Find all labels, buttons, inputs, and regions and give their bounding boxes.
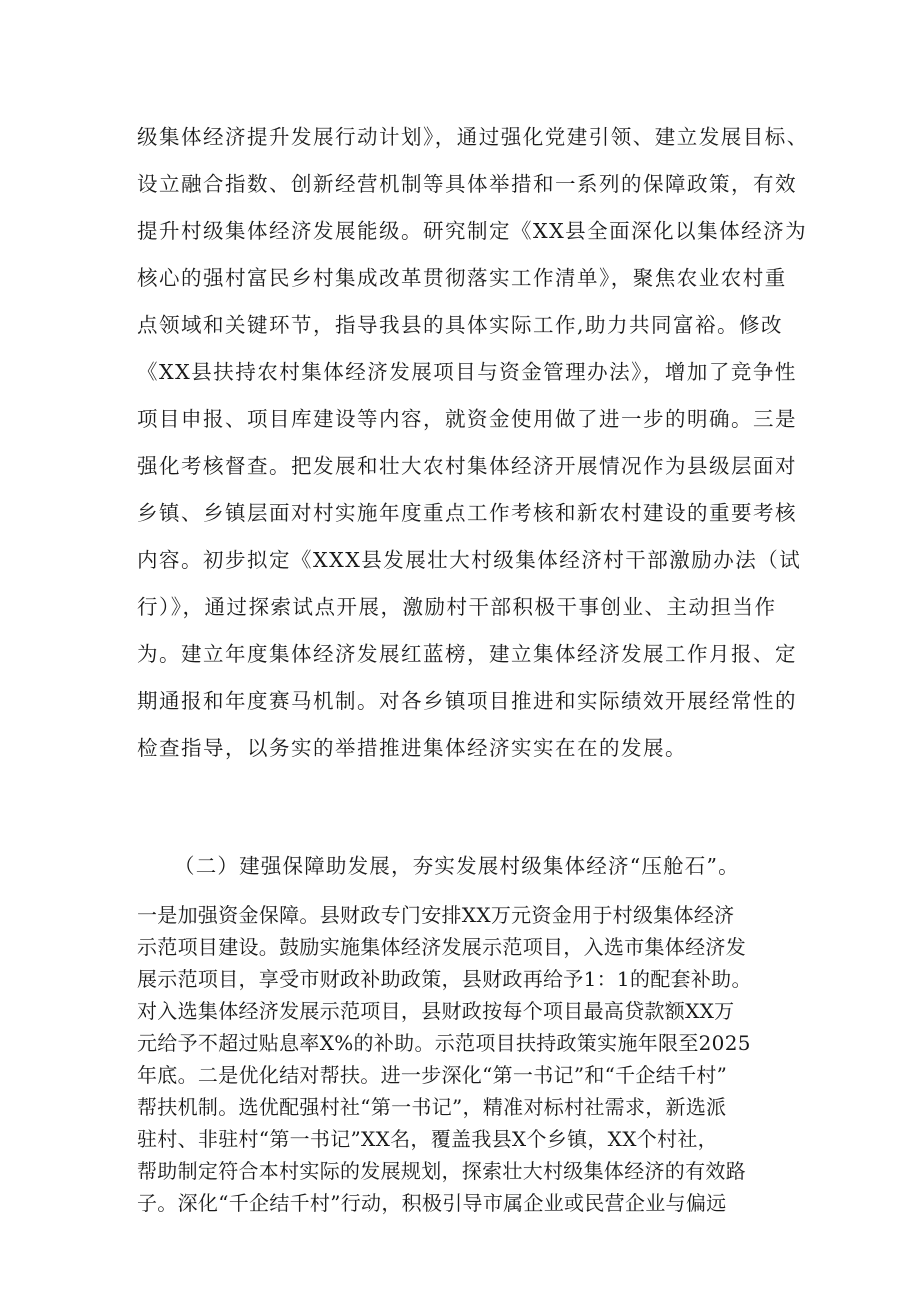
text-line: 设立融合指数、创新经营机制等具体举措和一系列的保障政策，有效 bbox=[137, 172, 797, 196]
text-line: 提升村级集体经济发展能级。研究制定《XX县全面深化以集体经济为 bbox=[137, 219, 808, 243]
text-line: 级集体经济提升发展行动计划》，通过强化党建引领、建立发展目标、 bbox=[137, 125, 809, 149]
text-line: 《XX县扶持农村集体经济发展项目与资金管理办法》，增加了竞争性 bbox=[137, 360, 797, 384]
text-line: 为。建立年度集体经济发展红蓝榜，建立集体经济发展工作月报、定 bbox=[137, 642, 797, 666]
text-line: 元给予不超过贴息率X%的补助。示范项目扶持政策实施年限至2025 bbox=[137, 1031, 751, 1055]
text-line: 子。深化“千企结千村”行动，积极引导市属企业或民营企业与偏远 bbox=[137, 1191, 727, 1215]
text-line: 对入选集体经济发展示范项目，县财政按每个项目最高贷款额XX万 bbox=[137, 999, 735, 1023]
section-2-heading: （二）建强保障助发展，夯实发展村级集体经济“压舱石”。 bbox=[174, 854, 740, 878]
text-line: 强化考核督查。把发展和壮大农村集体经济开展情况作为县级层面对 bbox=[137, 454, 797, 478]
text-line: 核心的强村富民乡村集成改革贯彻落实工作清单》，聚焦农业农村重 bbox=[137, 266, 787, 290]
text-line: 内容。初步拟定《XXX县发展壮大村级集体经济村干部激励办法（试 bbox=[137, 548, 802, 572]
text-line: 行）》，通过探索试点开展，激励村干部积极干事创业、主动担当作 bbox=[137, 595, 777, 619]
text-line: 帮助制定符合本村实际的发展规划，探索壮大村级集体经济的有效路 bbox=[137, 1159, 746, 1183]
text-line: 乡镇、乡镇层面对村实施年度重点工作考核和新农村建设的重要考核 bbox=[137, 501, 797, 525]
text-line: 展示范项目，享受市财政补助政策，县财政再给予1：1的配套补助。 bbox=[137, 967, 752, 991]
text-line: 年底。二是优化结对帮扶。进一步深化“第一书记”和“千企结千村” bbox=[137, 1063, 728, 1087]
text-line: 示范项目建设。鼓励实施集体经济发展示范项目，入选市集体经济发 bbox=[137, 935, 746, 959]
text-line: 帮扶机制。选优配强村社“第一书记”，精准对标村社需求，新选派 bbox=[137, 1095, 727, 1119]
text-line: 一是加强资金保障。县财政专门安排XX万元资金用于村级集体经济 bbox=[137, 903, 735, 927]
text-line: 项目申报、项目库建设等内容，就资金使用做了进一步的明确。三是 bbox=[137, 407, 797, 431]
text-line: 驻村、非驻村“第一书记”XX名，覆盖我县X个乡镇，XX个村社， bbox=[137, 1127, 718, 1151]
text-line: 期通报和年度赛马机制。对各乡镇项目推进和实际绩效开展经常性的 bbox=[137, 689, 797, 713]
text-line: 点领域和关键环节，指导我县的具体实际工作,助力共同富裕。修改 bbox=[137, 313, 784, 337]
text-line: 检查指导，以务实的举措推进集体经济实实在在的发展。 bbox=[137, 736, 687, 760]
